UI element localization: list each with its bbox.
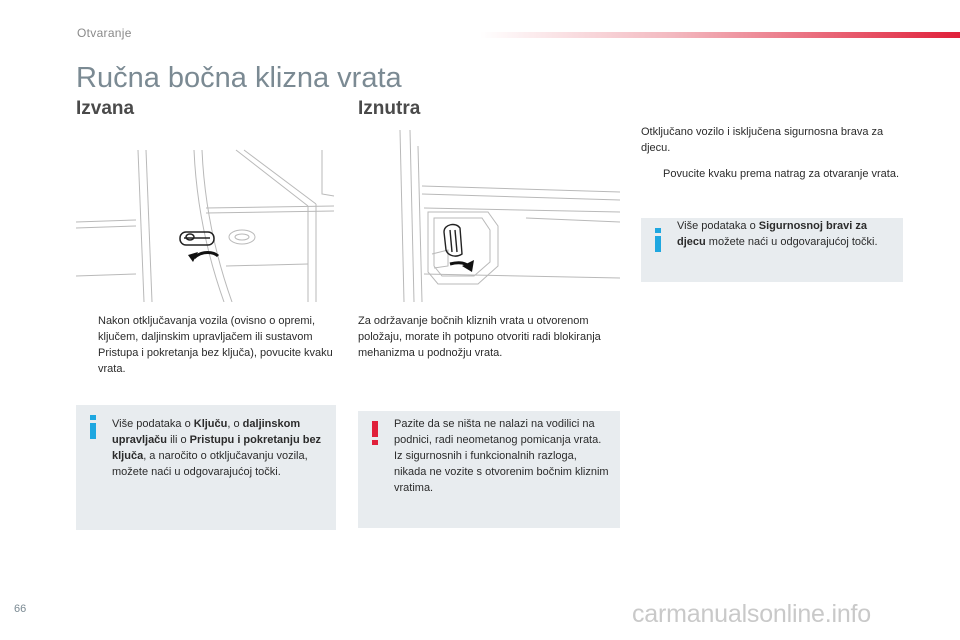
right-info-box [641,218,903,282]
outside-info-text: Više podataka o Ključu, o daljinskom upravljaču ili o Pristupu i pokretanju bez ključa, a naročito o otključavanju vozila, možete naći u odgovarajućoj točki. [112,418,322,478]
link-pristup: Pristupu i pokretanju bez ključa [112,434,322,462]
right-step-text: Povucite kvaku prema natrag za otvaranje vrata. [663,168,900,180]
warning-icon [368,421,382,445]
warning-line-2: Iz sigurnosnih i funkcionalnih razloga, nikada ne vozite s otvorenim bočnim kliznim vratima. [394,450,609,494]
door-exterior-drawing [76,146,336,302]
inside-warning-text [394,416,610,496]
header-rule [480,32,960,38]
watermark: carmanualsonline.info [632,600,872,628]
section-label: Otvaranje [77,26,132,40]
page-number: 66 [14,603,27,615]
inside-handle-illustration [358,126,620,302]
inside-paragraph: Za održavanje bočnih kliznih vrata u otvorenom položaju, morate ih potpuno otvoriti radi blokiranja mehanizma u podnožju vrata. [358,315,601,359]
page-title: Ručna bočna klizna vrata [76,62,402,94]
outside-info-box [76,405,336,530]
door-interior-drawing [358,126,620,302]
outside-step [76,313,338,377]
bullet-icon [641,166,663,182]
link-kljucu: Ključu [193,418,228,430]
heading-outside: Izvana [76,98,135,119]
bullet-icon [76,313,98,377]
heading-inside: Iznutra [358,98,421,119]
right-step [641,166,903,182]
outside-handle-illustration [76,146,336,302]
right-intro: Otključano vozilo i isključena sigurnosna brava za djecu. [641,126,884,154]
link-sigurnosna-brava: Sigurnosnoj bravi za djecu [677,220,867,248]
warning-line-1: Pazite da se ništa ne nalazi na vodilici na podnici, radi neometanog pomicanja vrata. [394,418,602,446]
outside-step-text: Nakon otključavanja vozila (ovisno o opremi, ključem, daljinskim upravljačem ili sustavom Pristupa i pokretanja bez ključa), povucite kvaku vrata. [98,315,333,375]
info-icon [651,228,665,252]
inside-warning-box [358,411,620,528]
right-info-text: Više podataka o Sigurnosnoj bravi za djecu možete naći u odgovarajućoj točki. [677,220,878,248]
info-icon [86,415,100,439]
link-daljinski: daljinskom upravljaču [112,418,301,446]
